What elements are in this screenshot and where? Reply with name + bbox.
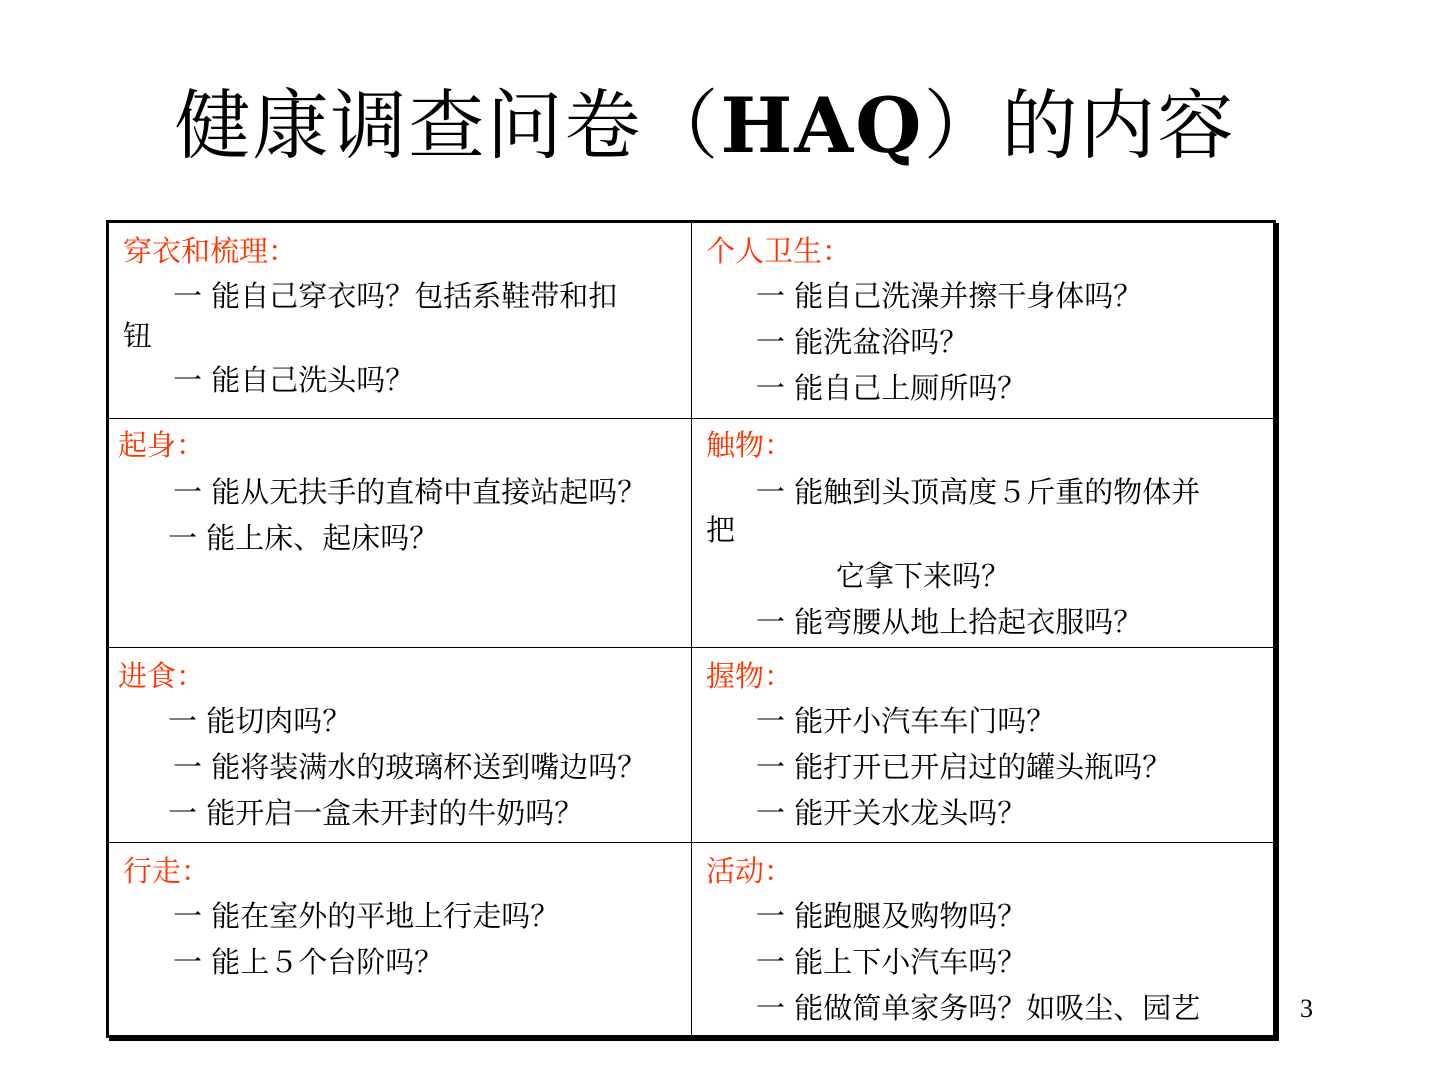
question-line: 一 能上５个台阶吗？: [173, 945, 444, 979]
cell-heading-dressing: 穿衣和梳理：: [123, 234, 298, 268]
cell-walking: [109, 843, 692, 1035]
title-prefix: 健康调查问卷（: [174, 81, 721, 170]
cell-hygiene: [692, 223, 1273, 419]
question-line: 一 能切肉吗？: [168, 704, 352, 738]
question-line: 一 能跑腿及购物吗？: [756, 899, 1027, 933]
question-line: 一 能自己上厕所吗？: [756, 371, 1027, 405]
question-line: 一 能洗盆浴吗？: [756, 325, 969, 359]
question-line: 一 能自己洗头吗？: [173, 363, 415, 397]
question-line: 一 能做简单家务吗？如吸尘、园艺: [756, 991, 1201, 1025]
title-latin: HAQ: [720, 81, 924, 170]
question-line: 一 能从无扶手的直椅中直接站起吗？: [173, 475, 647, 509]
question-line: 它拿下来吗？: [836, 559, 1011, 593]
question-line: 一 能开小汽车车门吗？: [756, 704, 1056, 738]
question-line: 钮: [123, 319, 153, 353]
question-line: 把: [706, 513, 736, 547]
cell-arising: [109, 419, 692, 648]
question-line: 一 能上床、起床吗？: [168, 521, 439, 555]
cell-grip: [692, 648, 1273, 843]
question-line: 一 能将装满水的玻璃杯送到嘴边吗？: [173, 750, 647, 784]
cell-heading-arising: 起身：: [118, 428, 206, 462]
haq-content-table: [106, 220, 1276, 1038]
cell-heading-hygiene: 个人卫生：: [706, 234, 852, 268]
page-number: 3: [1300, 994, 1313, 1023]
question-line: 一 能打开已开启过的罐头瓶吗？: [756, 750, 1172, 784]
question-line: 一 能上下小汽车吗？: [756, 945, 1027, 979]
cell-activities: [692, 843, 1273, 1035]
cell-reach: [692, 419, 1273, 648]
title-suffix: ）的内容: [923, 81, 1236, 170]
question-line: 一 能开关水龙头吗？: [756, 796, 1027, 830]
slide-title: [0, 78, 1410, 174]
cell-heading-reach: 触物：: [706, 428, 794, 462]
cell-heading-eating: 进食：: [118, 659, 206, 693]
cell-heading-grip: 握物：: [706, 659, 794, 693]
cell-heading-walking: 行走：: [123, 854, 211, 888]
question-line: 一 能开启一盒未开封的牛奶吗？: [168, 796, 584, 830]
question-line: 一 能触到头顶高度５斤重的物体并: [756, 475, 1201, 509]
question-line: 一 能自己穿衣吗？包括系鞋带和扣: [173, 279, 618, 313]
question-line: 一 能在室外的平地上行走吗？: [173, 899, 560, 933]
cell-eating: [109, 648, 692, 843]
cell-dressing: [109, 223, 692, 419]
cell-heading-activities: 活动：: [706, 854, 794, 888]
question-line: 一 能弯腰从地上拾起衣服吗？: [756, 605, 1143, 639]
question-line: 一 能自己洗澡并擦干身体吗？: [756, 279, 1143, 313]
